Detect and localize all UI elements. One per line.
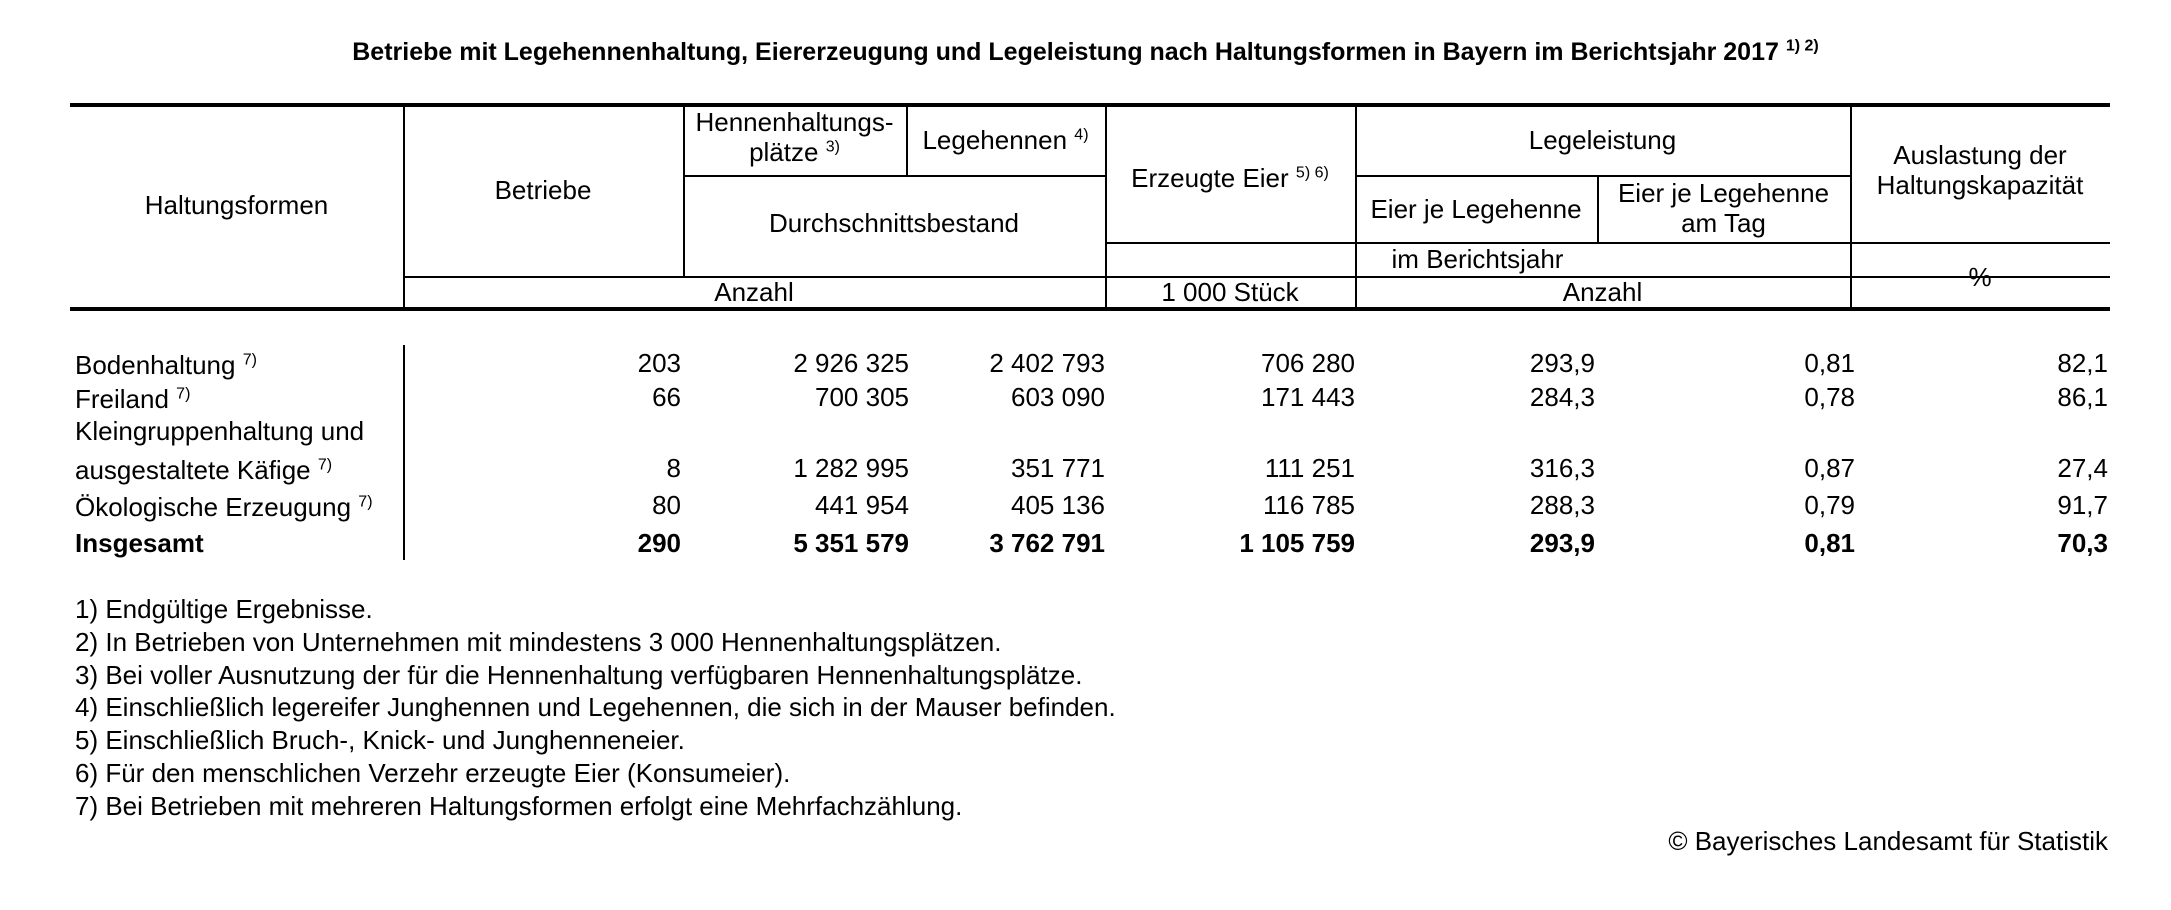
header-erzeugte-eier xyxy=(1105,163,1355,193)
header-hennenhaltungsplaetze-line1: Hennenhaltungs- xyxy=(695,107,894,137)
footnote-4: 4) Einschließlich legereifer Junghennen und Legehennen, die sich in der Mauser befinden. xyxy=(75,692,1116,722)
row-label-freiland xyxy=(75,384,190,415)
header-auslastung-line2: Haltungskapazität xyxy=(1876,170,2084,200)
cell-eier: 171 443 xyxy=(1261,382,1355,412)
header-eier-tag-line1: Eier je Legehenne xyxy=(1617,178,1830,208)
cell-auslastung-total: 70,3 xyxy=(2057,528,2108,558)
header-hennenhaltungsplaetze-sup: 3) xyxy=(825,138,840,156)
cell-auslastung: 82,1 xyxy=(2057,348,2108,378)
cell-legehennen: 405 136 xyxy=(1011,490,1105,520)
cell-eier-je-henne-total: 293,9 xyxy=(1529,528,1595,558)
header-hennenhaltungsplaetze xyxy=(683,107,906,167)
cell-eier-total: 1 105 759 xyxy=(1239,528,1355,558)
cell-eier-tag: 0,79 xyxy=(1804,490,1855,520)
body-divider xyxy=(403,345,405,560)
cell-legehennen: 2 402 793 xyxy=(989,348,1105,378)
title-text: Betriebe mit Legehennenhaltung, Eiererzeugung und Legeleistung nach Haltungsformen in Bayern im Berichtsjahr 2017 xyxy=(352,38,1779,66)
row-label-sup: 7) xyxy=(176,385,191,403)
cell-plaetze: 1 282 995 xyxy=(793,453,909,483)
header-eier-je-legehenne: Eier je Legehenne xyxy=(1370,194,1582,224)
cell-auslastung: 27,4 xyxy=(2057,453,2108,483)
row-label-kleingruppenhaltung xyxy=(75,455,332,486)
rule-under-plaetze xyxy=(683,175,1105,177)
header-legeleistung: Legeleistung xyxy=(1528,125,1677,155)
footnote-2: 2) In Betrieben von Unternehmen mit mindestens 3 000 Hennenhaltungsplätzen. xyxy=(75,627,1002,657)
row-label-text: Freiland xyxy=(75,384,169,414)
cell-betriebe: 80 xyxy=(652,490,681,520)
cell-betriebe: 66 xyxy=(652,382,681,412)
header-eier-je-legehenne-am-tag xyxy=(1597,178,1850,238)
row-label-text: Bodenhaltung xyxy=(75,350,236,380)
header-hennenhaltungsplaetze-line2: plätze xyxy=(749,137,819,167)
header-haltungsformen: Haltungsformen xyxy=(144,190,329,220)
footnote-1: 1) Endgültige Ergebnisse. xyxy=(75,594,373,624)
footnote-6: 6) Für den menschlichen Verzehr erzeugte Eier (Konsumeier). xyxy=(75,758,791,788)
copyright: © Bayerisches Landesamt für Statistik xyxy=(1668,826,2108,856)
cell-betriebe-total: 290 xyxy=(637,528,681,558)
cell-betriebe: 8 xyxy=(666,453,681,483)
cell-eier-je-henne: 284,3 xyxy=(1529,382,1595,412)
page-title xyxy=(0,38,2171,67)
row-label-insgesamt: Insgesamt xyxy=(75,528,204,558)
cell-plaetze: 2 926 325 xyxy=(793,348,909,378)
cell-eier-je-henne: 288,3 xyxy=(1529,490,1595,520)
unit-anzahl-left: Anzahl xyxy=(714,277,794,307)
header-auslastung-line1: Auslastung der xyxy=(1893,140,2067,170)
rule-under-legeleistung xyxy=(1355,175,1850,177)
row-label-oekologisch xyxy=(75,492,373,523)
header-im-berichtsjahr: im Berichtsjahr xyxy=(1391,244,1564,274)
cell-eier-je-henne: 316,3 xyxy=(1529,453,1595,483)
row-label-sup: 7) xyxy=(317,456,333,474)
header-auslastung xyxy=(1850,140,2110,200)
header-durchschnittsbestand: Durchschnittsbestand xyxy=(768,208,1020,238)
header-eier-tag-line2: am Tag xyxy=(1681,208,1766,238)
cell-auslastung: 91,7 xyxy=(2057,490,2108,520)
unit-percent: % xyxy=(1968,262,1992,292)
cell-eier-tag-total: 0,81 xyxy=(1804,528,1855,558)
cell-eier: 116 785 xyxy=(1262,490,1355,520)
cell-betriebe: 203 xyxy=(637,348,681,378)
row-label-text: Ökologische Erzeugung xyxy=(75,492,352,522)
row-label-kleingruppenhaltung-line1: Kleingruppenhaltung und xyxy=(75,416,365,446)
footnote-3: 3) Bei voller Ausnutzung der für die Hennenhaltung verfügbaren Hennenhaltungsplätze. xyxy=(75,660,1083,690)
cell-legehennen-total: 3 762 791 xyxy=(989,528,1105,558)
row-label-text: ausgestaltete Käfige xyxy=(75,455,311,485)
header-legehennen-sup: 4) xyxy=(1074,126,1089,144)
footnote-5: 5) Einschließlich Bruch-, Knick- und Junghenneneier. xyxy=(75,725,685,755)
row-label-sup: 7) xyxy=(242,351,257,369)
cell-eier-tag: 0,81 xyxy=(1804,348,1855,378)
cell-plaetze: 700 305 xyxy=(815,382,909,412)
cell-plaetze: 441 954 xyxy=(815,490,909,520)
header-legehennen xyxy=(906,125,1105,155)
cell-legehennen: 351 771 xyxy=(1011,453,1105,483)
header-betriebe: Betriebe xyxy=(494,175,592,205)
cell-legehennen: 603 090 xyxy=(1011,382,1105,412)
table-header-bottom-border xyxy=(70,307,2110,311)
cell-eier-tag: 0,87 xyxy=(1804,453,1855,483)
cell-plaetze-total: 5 351 579 xyxy=(793,528,909,558)
cell-eier-tag: 0,78 xyxy=(1804,382,1855,412)
title-footnote-ref: 1) 2) xyxy=(1785,37,1819,55)
cell-eier: 706 280 xyxy=(1261,348,1355,378)
header-erzeugte-eier-text: Erzeugte Eier xyxy=(1131,163,1289,193)
table-top-border xyxy=(70,103,2110,107)
cell-eier: 111 251 xyxy=(1264,453,1355,483)
unit-anzahl-right: Anzahl xyxy=(1562,277,1643,307)
header-legehennen-text: Legehennen xyxy=(922,125,1068,155)
header-erzeugte-eier-sup: 5) 6) xyxy=(1295,164,1329,182)
row-label-bodenhaltung xyxy=(75,350,257,381)
cell-eier-je-henne: 293,9 xyxy=(1529,348,1595,378)
cell-auslastung: 86,1 xyxy=(2057,382,2108,412)
footnote-7: 7) Bei Betrieben mit mehreren Haltungsformen erfolgt eine Mehrfachzählung. xyxy=(75,791,963,821)
row-label-sup: 7) xyxy=(358,493,373,511)
unit-1000-stueck: 1 000 Stück xyxy=(1161,277,1299,307)
